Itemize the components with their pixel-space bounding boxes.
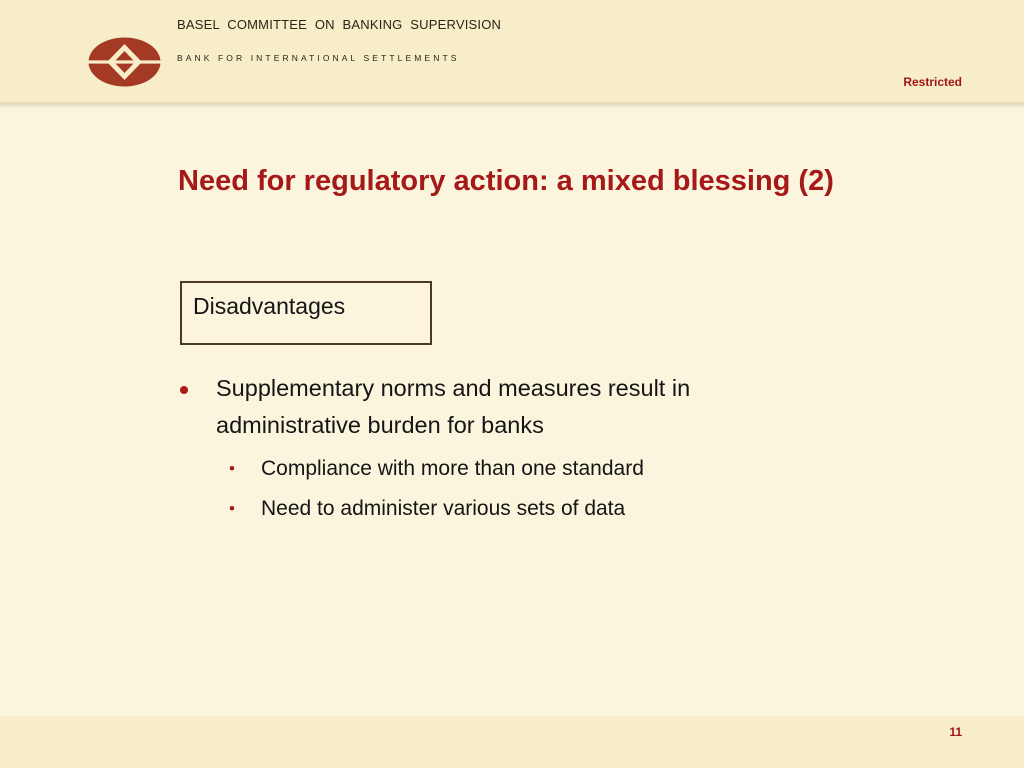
sub-bullet-dot-icon: •: [229, 499, 235, 518]
sub-bullet-item: [216, 489, 820, 529]
sub-bullet-text: Need to administer various sets of data: [261, 497, 626, 520]
bullet-item: [180, 370, 820, 529]
bullet-list: [180, 370, 820, 529]
section-label: Disadvantages: [193, 293, 346, 319]
slide-title: Need for regulatory action: a mixed blessing (2): [178, 165, 834, 197]
bullet-text: Supplementary norms and measures result in administrative burden for banks: [216, 375, 691, 438]
bullet-dot-icon: [180, 386, 188, 394]
sub-bullet-text: Compliance with more than one standard: [261, 457, 644, 480]
org-name: BASEL COMMITTEE ON BANKING SUPERVISION: [177, 17, 502, 32]
slide-header: [0, 0, 1024, 104]
classification-label: Restricted: [903, 75, 962, 89]
sub-bullet-item: [216, 449, 820, 489]
sub-bullet-dot-icon: •: [229, 459, 235, 478]
sub-bullet-list: [216, 449, 820, 529]
page-number: 11: [949, 725, 962, 739]
bis-diamond-logo: [88, 37, 161, 87]
org-subtitle: BANK FOR INTERNATIONAL SETTLEMENTS: [177, 53, 460, 63]
section-box: [180, 281, 432, 345]
slide-footer: [0, 716, 1024, 768]
